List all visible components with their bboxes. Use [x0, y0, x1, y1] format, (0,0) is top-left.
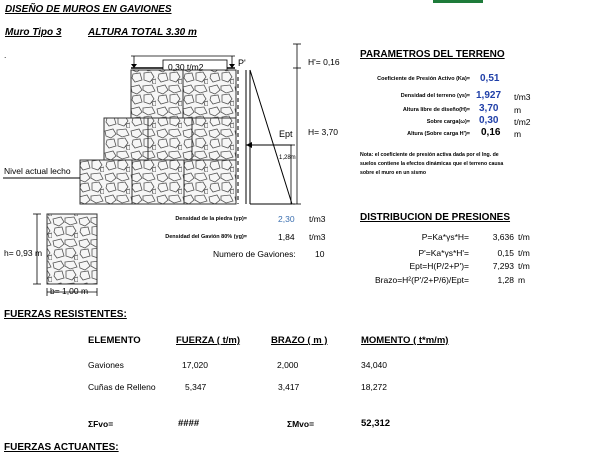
note-line-2: suelos contiene la efectos dinámicas que el terreno causa: [360, 161, 504, 167]
sum-m-label: ΣMvo=: [287, 419, 315, 429]
p-prime-calc-label: P'=Ka*γs*H'=: [418, 248, 469, 258]
p-prime-calc-unit: t/m: [518, 248, 530, 258]
surcharge-label: 0.30 t/m2: [168, 62, 204, 72]
h-value: 3,70: [479, 103, 499, 114]
h-total-label: H= 3,70: [308, 127, 339, 137]
note-line-3: sobre el muro en un sismo: [360, 170, 427, 176]
surcharge-param-label: Sobre carga(ω)=: [426, 119, 470, 125]
p-prime-calc-value: 0,15: [497, 248, 514, 258]
terrain-note: [360, 151, 503, 178]
p-unit: t/m: [518, 232, 530, 242]
sum-m-value: 52,312: [361, 418, 391, 429]
dot-mark: .: [4, 50, 7, 60]
row-brazo: 2,000: [277, 360, 299, 370]
h-unit: m: [514, 105, 522, 115]
gabion-density-value: 1,84: [278, 232, 295, 242]
acting-header: FUERZAS ACTUANTES:: [4, 442, 119, 453]
stone-density-unit: t/m3: [309, 214, 326, 224]
surcharge-param-unit: t/m2: [514, 117, 531, 127]
unit-width-label: b= 1,00 m: [50, 286, 89, 296]
terrain-header: PARAMETROS DEL TERRENO: [360, 49, 505, 60]
selected-cell-marker: [433, 0, 483, 3]
row-elemento: Gaviones: [88, 360, 124, 370]
row-momento: 18,272: [361, 382, 387, 392]
h-prime-label: H'= 0,16: [308, 57, 340, 67]
pressure-header: DISTRIBUCION DE PRESIONES: [360, 212, 511, 223]
brazo-unit: m: [518, 275, 526, 285]
row-brazo: 3,417: [278, 382, 300, 392]
row-fuerza: 5,347: [185, 382, 207, 392]
h-prime-param-label: Altura (Sobre carga H')=: [407, 131, 470, 137]
ept-label: Ept: [279, 129, 293, 139]
p-label: P=Ka*γs*H=: [421, 232, 469, 242]
h-label: Altura libre de diseño(H)=: [402, 107, 470, 113]
h-prime-param-value: 0,16: [481, 127, 501, 138]
brazo-label: Brazo=H²(P'/2+P/6)/Ept=: [375, 275, 469, 285]
surcharge-param-value: 0,30: [479, 115, 499, 126]
resisting-header: FUERZAS RESISTENTES:: [4, 309, 127, 320]
gamma-s-label: Densidad del terreno (γs)=: [400, 93, 470, 99]
col-brazo: BRAZO ( m ): [271, 335, 328, 346]
gamma-s-value: 1,927: [476, 90, 502, 101]
gabion-density-unit: t/m3: [309, 232, 326, 242]
unit-height-label: h= 0,93 m: [4, 248, 43, 258]
arm-label: 1,28m: [279, 155, 296, 161]
sum-fv-value: ####: [178, 418, 200, 429]
p-prime-label: P': [238, 58, 246, 68]
sum-fv-label: ΣFvo=: [88, 419, 114, 429]
total-height: ALTURA TOTAL 3.30 m: [88, 27, 197, 38]
ground-level-label: Nivel actual lecho: [4, 166, 71, 176]
brazo-value: 1,28: [497, 275, 514, 285]
p-value: 3,636: [492, 232, 514, 242]
top-border: [0, 0, 597, 3]
ept-calc-label: Ept=H(P/2+P')=: [409, 261, 469, 271]
ka-value: 0,51: [480, 73, 500, 84]
stone-density-value: 2,30: [278, 214, 295, 224]
gabion-count-value: 10: [315, 249, 325, 259]
note-line-1: Nota: el coeficiente de presión activa dada por el Ing. de: [360, 152, 499, 158]
row-fuerza: 17,020: [182, 360, 208, 370]
col-elemento: ELEMENTO: [88, 335, 141, 346]
gabion-count-label: Numero de Gaviones:: [213, 249, 296, 259]
ka-label: Coeficiente de Presión Activo (Ka)=: [377, 76, 470, 82]
gamma-s-unit: t/m3: [514, 92, 531, 102]
col-momento: MOMENTO ( t*m/m): [361, 335, 449, 346]
row-momento: 34,040: [361, 360, 387, 370]
wall-type: Muro Tipo 3: [5, 27, 62, 38]
row-elemento: Cuñas de Relleno: [88, 382, 156, 392]
ept-calc-value: 7,293: [492, 261, 514, 271]
page-title: DISEÑO DE MUROS EN GAVIONES: [5, 4, 172, 15]
gabion-density-label: Densidad del Gavión 80% (γg)=: [165, 234, 247, 240]
ept-calc-unit: t/m: [518, 261, 530, 271]
col-fuerza: FUERZA ( t/m): [176, 335, 241, 346]
stone-density-label: Densidad de la piedra (γp)=: [175, 216, 247, 222]
h-prime-param-unit: m: [514, 129, 522, 139]
